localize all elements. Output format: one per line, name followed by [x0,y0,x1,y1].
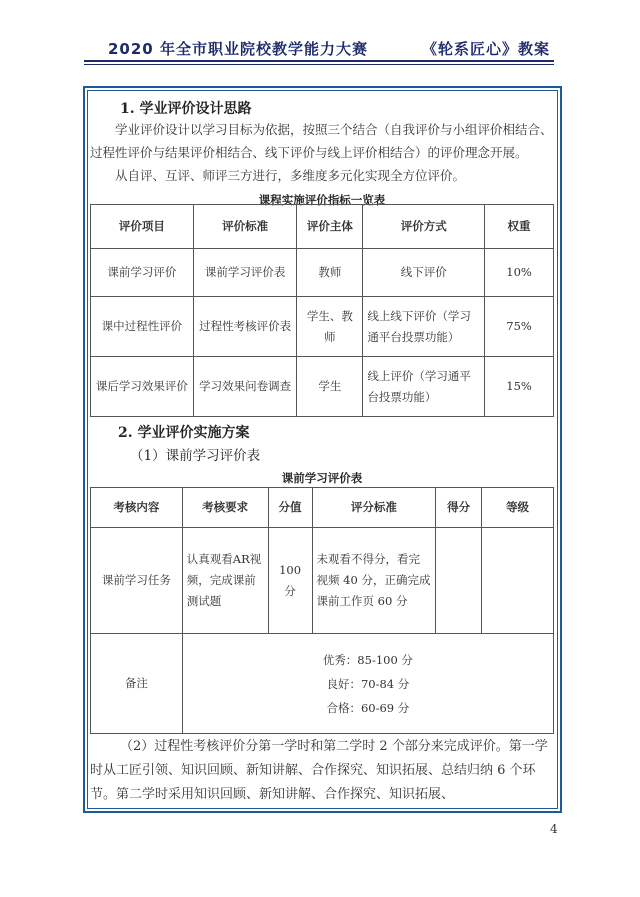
section2-paragraph: （2）过程性考核评价分第一学时和第二学时 2 个部分来完成评价。第一学时从工匠引领、知识回顾、新知讲解、合作探究、知识拓展、总结归纳 6 个环节。第二学时采用知识回顾、新知讲解、合作探究、知识拓展、 [90,739,548,802]
grade-pass: 合格：60-69 分 [326,700,410,715]
table-row [91,249,554,297]
evaluation-index-table [90,204,554,417]
section2-subheading: （1）课前学习评价表 [130,448,261,464]
table-cell: 过程性考核评价表 [193,297,297,357]
table-cell: 教师 [297,249,363,297]
table-row [91,357,554,417]
remark-content [182,634,553,734]
table-cell: 75% [485,297,554,357]
table-cell: 15% [485,357,554,417]
table-cell: 未观看不得分，看完视频 40 分，正确完成课前工作页 60 分 [312,528,436,634]
table-cell: 课前学习评价 [91,249,194,297]
table-cell: 认真观看AR视频，完成课前测试题 [182,528,268,634]
score-cell [436,528,482,634]
section1-paragraph1: 学业评价设计以学习目标为依据，按照三个结合（自我评价与小组评价相结合、过程性评价与结果评价相结合、线下评价与线上评价相结合）的评价理念开展。 [90,122,553,160]
table-row [91,528,554,634]
header-rule [84,60,554,62]
section1-paragraph2: 从自评、互评、师评三方进行，多维度多元化实现全方位评价。 [115,168,466,183]
grade-cell [482,528,554,634]
table-cell: 课前学习任务 [91,528,183,634]
table-cell: 线上评价（学习通平台投票功能） [363,357,485,417]
table-cell: 课后学习效果评价 [91,357,194,417]
table-header-cell: 得分 [436,488,482,528]
pre-class-evaluation-table [90,487,554,734]
grade-excellent: 优秀：85-100 分 [322,652,413,667]
table-cell: 学习效果问卷调查 [193,357,297,417]
table-cell: 学生 [297,357,363,417]
page-header [0,0,640,70]
table-cell: 学生、教师 [297,297,363,357]
table-header-cell: 考核要求 [182,488,268,528]
table-header-cell: 评价方式 [363,205,485,249]
header-competition-title: 2020 年全市职业院校教学能力大赛 [108,40,368,58]
table-cell: 100 分 [268,528,312,634]
grade-good: 良好：70-84 分 [326,676,410,691]
page-number: 4 [550,822,558,836]
table-header-cell: 评价项目 [91,205,194,249]
table-cell: 10% [485,249,554,297]
table-cell: 线上线下评价（学习通平台投票功能） [363,297,485,357]
table-cell: 课前学习评价表 [193,249,297,297]
table-header-cell: 评价标准 [193,205,297,249]
table2-caption: 课前学习评价表 [281,471,363,485]
section2-heading: 2. 学业评价实施方案 [118,425,250,441]
section1-heading: 1. 学业评价设计思路 [120,101,252,117]
table-header-cell: 评价主体 [297,205,363,249]
table-header-cell: 权重 [485,205,554,249]
table-header-cell: 评分标准 [312,488,436,528]
table-header-cell: 分值 [268,488,312,528]
header-rule-thin [84,64,554,65]
header-lesson-title: 《轮系匠心》教案 [422,40,551,58]
table-row-remark [91,634,554,734]
table-header-cell: 考核内容 [91,488,183,528]
table-row [91,297,554,357]
table1-caption: 课程实施评价指标一览表 [258,193,386,207]
table-header-cell: 等级 [482,488,554,528]
table-header-row [91,205,554,249]
table-cell: 线下评价 [363,249,485,297]
remark-label: 备注 [91,634,183,734]
table-cell: 课中过程性评价 [91,297,194,357]
table-header-row [91,488,554,528]
